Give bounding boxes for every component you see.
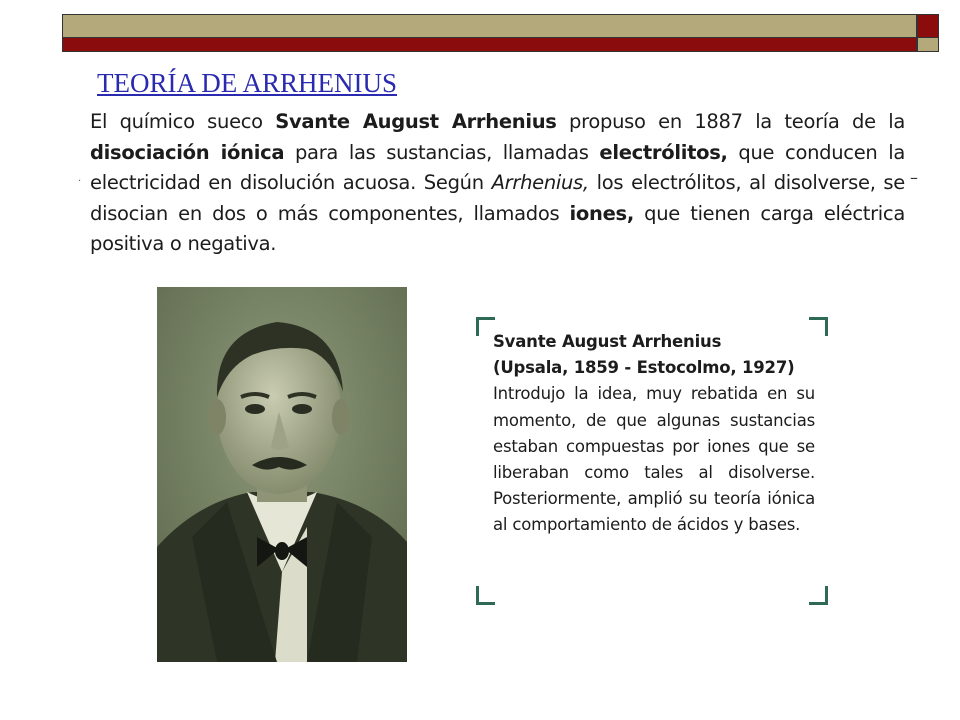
header-square-tan: [917, 38, 939, 52]
header-bar-red: [62, 38, 917, 52]
intro-name: Svante August Arrhenius: [275, 110, 557, 133]
bio-description: Introdujo la idea, muy rebatida en su momento, de que algunas sustancias estaban compuestas por iones que se liberaban como tales al disolverse. Posteriormente, amplió su teoría iónica al comportamiento de ácidos y bases.: [493, 384, 815, 535]
slide-title: TEORÍA DE ARRHENIUS: [97, 68, 398, 98]
stray-dot: ·: [78, 176, 82, 187]
bio-box: [476, 317, 828, 605]
stray-dash: –: [910, 168, 918, 187]
intro-text: propuso en 1887 la teoría de la: [556, 110, 905, 133]
intro-text: que tienen carga eléctrica positiva o negativa.: [90, 201, 905, 255]
header-square-red: [917, 14, 939, 38]
intro-text: para las sustancias, llamadas: [284, 140, 600, 164]
bracket-bottom-left: [476, 586, 495, 605]
bio-content: [493, 329, 815, 539]
bio-name: Svante August Arrhenius: [493, 332, 722, 351]
intro-term-iones: iones,: [569, 201, 634, 225]
bio-dates: (Upsala, 1859 - Estocolmo, 1927): [493, 358, 795, 378]
intro-term-electrolitos: electrólitos,: [599, 140, 728, 164]
portrait-drawing: [157, 287, 407, 662]
bracket-bottom-right: [809, 586, 828, 605]
header-bar-tan: [62, 14, 917, 38]
intro-text: los electrólitos, al disolverse, se disocian en dos o más componentes, llamados: [90, 171, 905, 225]
intro-text: El químico sueco: [90, 110, 276, 133]
portrait-photo: [157, 287, 407, 662]
intro-term-disociacion: disociación iónica: [90, 140, 285, 164]
intro-paragraph: [90, 107, 905, 260]
intro-name-italic: Arrhenius,: [491, 171, 589, 194]
intro-text: que conducen la electricidad en disolución acuosa. Según: [90, 140, 905, 194]
